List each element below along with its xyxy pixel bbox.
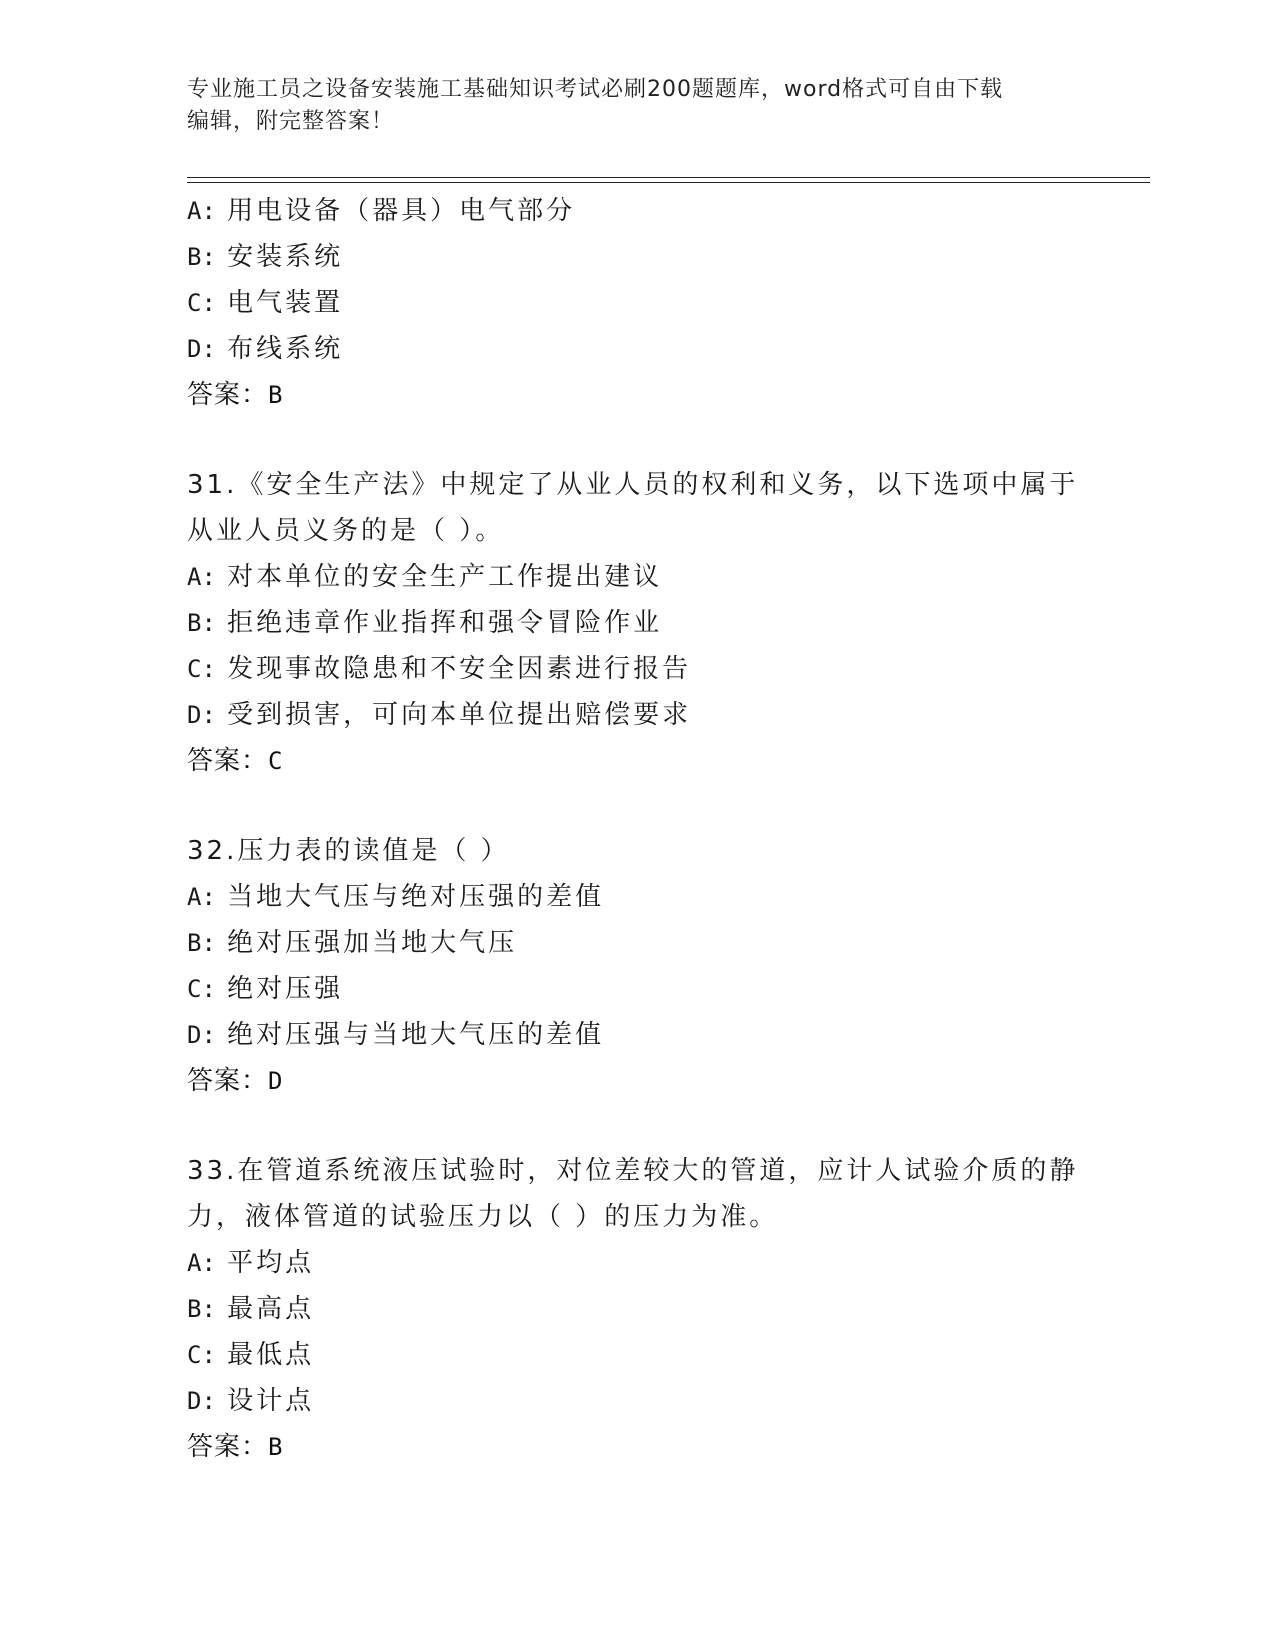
- option-d: [187, 692, 1087, 738]
- answer-label: 答案：: [187, 1066, 269, 1096]
- header-divider-top: [187, 177, 1150, 178]
- header-divider-bottom: [187, 182, 1150, 183]
- option-text: 用电设备（器具）电气部分: [227, 196, 576, 226]
- answer-value: B: [268, 1433, 284, 1461]
- option-letter: A:: [187, 197, 216, 225]
- option-letter: A:: [187, 1249, 216, 1277]
- option-b: [187, 1286, 1087, 1332]
- option-text: 安装系统: [227, 242, 344, 272]
- option-letter: B:: [187, 1295, 216, 1323]
- option-letter: B:: [187, 929, 216, 957]
- option-letter: D:: [187, 1387, 216, 1415]
- document-header: [187, 74, 1087, 138]
- option-text: 对本单位的安全生产工作提出建议: [227, 562, 663, 592]
- question-32: [187, 828, 1087, 1104]
- option-c: [187, 966, 1087, 1012]
- question-spacer: [187, 418, 1087, 462]
- question-stem: 32.压力表的读值是（ ）: [187, 836, 510, 866]
- question-spacer: [187, 784, 1087, 828]
- answer-line: [187, 1058, 1087, 1104]
- option-text: 布线系统: [227, 334, 344, 364]
- answer-value: C: [268, 747, 284, 775]
- header-title-line1: 专业施工员之设备安装施工基础知识考试必刷200题题库，word格式可自由下载: [187, 77, 1004, 102]
- answer-value: D: [268, 1067, 284, 1095]
- option-letter: D:: [187, 335, 216, 363]
- option-letter: C:: [187, 289, 216, 317]
- option-text: 绝对压强与当地大气压的差值: [227, 1020, 605, 1050]
- option-text: 发现事故隐患和不安全因素进行报告: [227, 654, 692, 684]
- option-letter: B:: [187, 609, 216, 637]
- answer-label: 答案：: [187, 746, 269, 776]
- question-spacer: [187, 1104, 1087, 1148]
- option-letter: A:: [187, 563, 216, 591]
- question-list: [187, 188, 1087, 1470]
- answer-line: [187, 738, 1087, 784]
- answer-label: 答案：: [187, 1432, 269, 1462]
- option-a: [187, 188, 1087, 234]
- question-31: [187, 462, 1087, 784]
- option-text: 当地大气压与绝对压强的差值: [227, 882, 605, 912]
- answer-line: [187, 372, 1087, 418]
- option-text: 最高点: [227, 1294, 315, 1324]
- option-c: [187, 646, 1087, 692]
- question-33: [187, 1148, 1087, 1470]
- question-stem: 31.《安全生产法》中规定了从业人员的权利和义务，以下选项中属于: [187, 470, 1079, 500]
- option-d: [187, 326, 1087, 372]
- option-a: [187, 874, 1087, 920]
- question-stem-continued: 从业人员义务的是（ ）。: [187, 516, 505, 546]
- option-letter: D:: [187, 701, 216, 729]
- option-d: [187, 1012, 1087, 1058]
- question-stem: 33.在管道系统液压试验时，对位差较大的管道，应计人试验介质的静: [187, 1156, 1079, 1186]
- option-text: 受到损害，可向本单位提出赔偿要求: [227, 700, 692, 730]
- option-d: [187, 1378, 1087, 1424]
- answer-value: B: [268, 381, 284, 409]
- option-text: 设计点: [227, 1386, 315, 1416]
- option-text: 绝对压强加当地大气压: [227, 928, 518, 958]
- option-letter: B:: [187, 243, 216, 271]
- option-a: [187, 1240, 1087, 1286]
- option-text: 电气装置: [227, 288, 344, 318]
- option-c: [187, 280, 1087, 326]
- option-text: 平均点: [227, 1248, 315, 1278]
- option-text: 拒绝违章作业指挥和强令冒险作业: [227, 608, 663, 638]
- answer-line: [187, 1424, 1087, 1470]
- header-title-line2: 编辑，附完整答案！: [187, 109, 395, 134]
- option-text: 绝对压强: [227, 974, 344, 1004]
- option-b: [187, 234, 1087, 280]
- option-letter: D:: [187, 1021, 216, 1049]
- question-30-continued: [187, 188, 1087, 418]
- option-letter: C:: [187, 975, 216, 1003]
- option-b: [187, 920, 1087, 966]
- option-a: [187, 554, 1087, 600]
- option-letter: A:: [187, 883, 216, 911]
- option-letter: C:: [187, 1341, 216, 1369]
- answer-label: 答案：: [187, 380, 269, 410]
- option-text: 最低点: [227, 1340, 315, 1370]
- option-letter: C:: [187, 655, 216, 683]
- question-stem-continued: 力，液体管道的试验压力以（ ）的压力为准。: [187, 1202, 779, 1232]
- option-c: [187, 1332, 1087, 1378]
- option-b: [187, 600, 1087, 646]
